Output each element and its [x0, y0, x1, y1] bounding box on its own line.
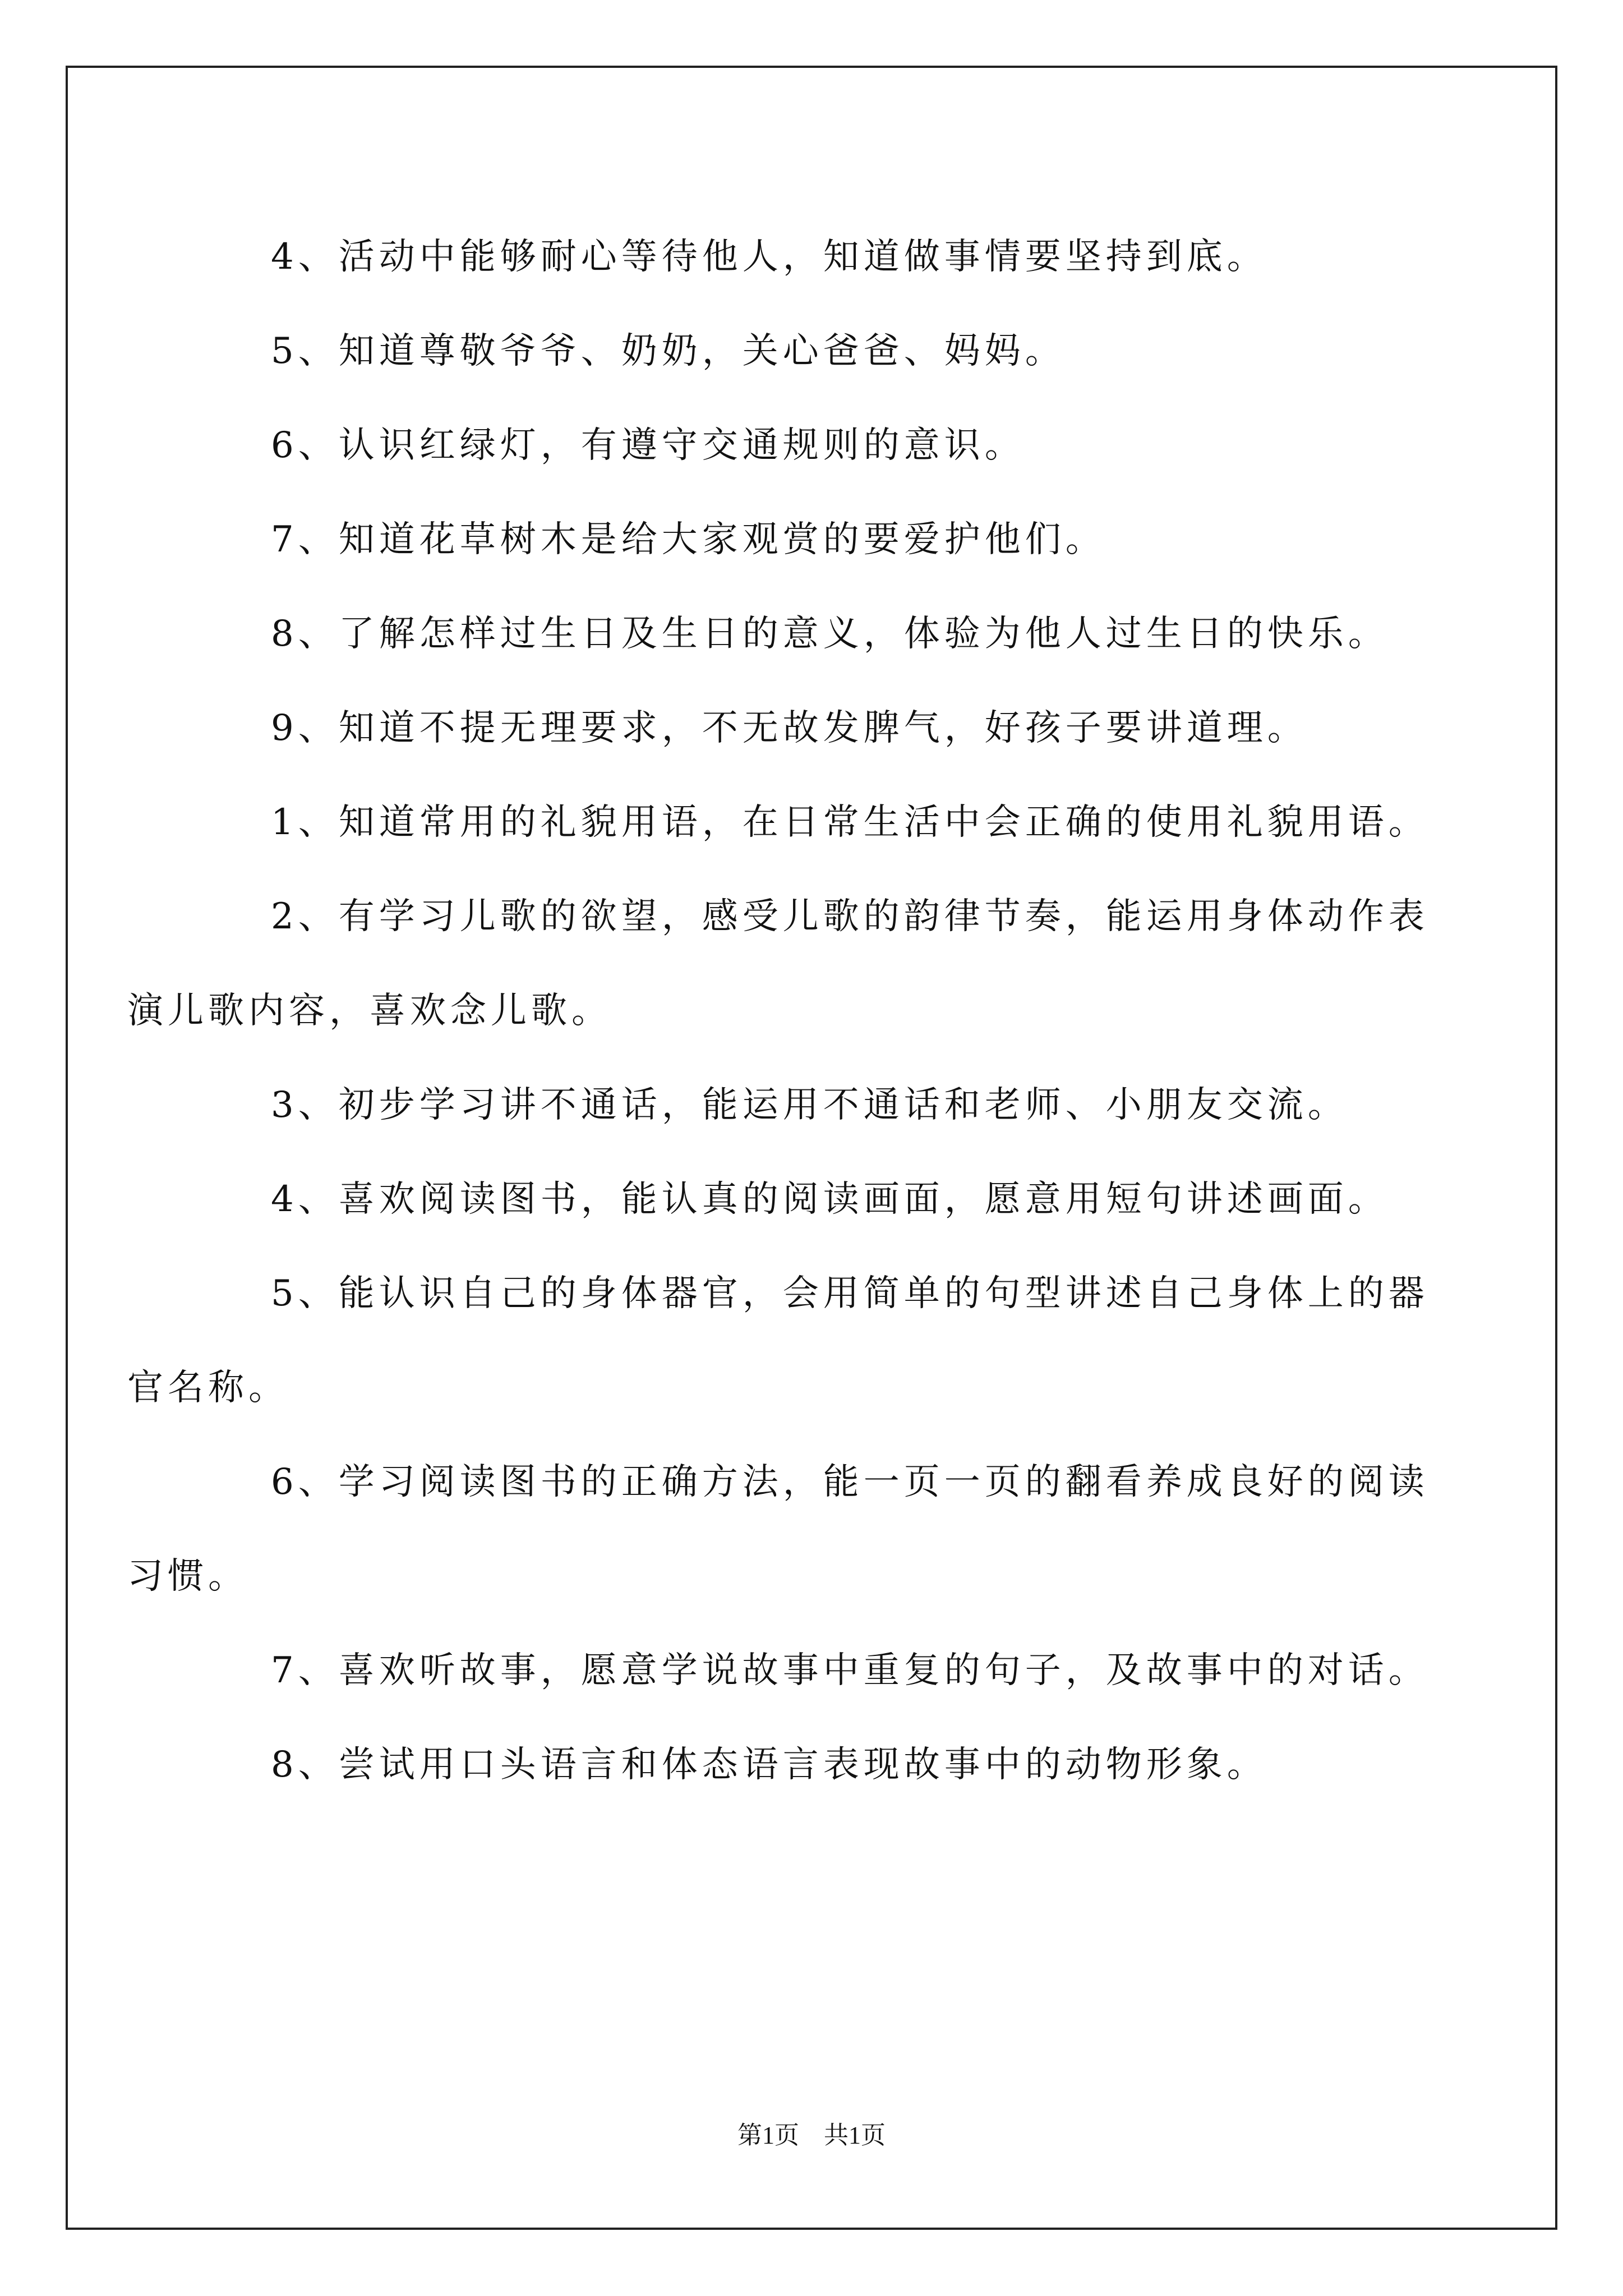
paragraph	[199, 775, 1436, 869]
paragraph	[199, 1152, 1436, 1246]
paragraph	[199, 210, 1436, 304]
paragraph	[199, 587, 1436, 681]
paragraph-line: 4、活动中能够耐心等待他人，知道做事情要坚持到底。	[271, 236, 1267, 278]
paragraph-line: 6、学习阅读图书的正确方法，能一页一页的翻看养成良好的阅读	[271, 1461, 1429, 1503]
paragraph	[199, 304, 1436, 398]
paragraph-line: 3、初步学习讲不通话，能运用不通话和老师、小朋友交流。	[271, 1084, 1348, 1126]
paragraph-line: 7、知道花草树木是给大家观赏的要爱护他们。	[271, 519, 1106, 560]
paragraph	[199, 398, 1436, 493]
paragraph	[199, 493, 1436, 587]
paragraph	[127, 869, 1436, 1058]
paragraph	[199, 1718, 1436, 1812]
paragraph	[127, 1435, 1436, 1623]
paragraph	[199, 1623, 1436, 1718]
paragraph-line: 4、喜欢阅读图书，能认真的阅读画面，愿意用短句讲述画面。	[271, 1179, 1389, 1220]
paragraph-line: 1、知道常用的礼貌用语，在日常生活中会正确的使用礼貌用语。	[271, 802, 1429, 843]
paragraph-line: 7、喜欢听故事，愿意学说故事中重复的句子，及故事中的对话。	[271, 1650, 1429, 1691]
document-body	[127, 210, 1436, 1812]
paragraph-line: 9、知道不提无理要求，不无故发脾气，好孩子要讲道理。	[271, 707, 1308, 749]
paragraph-line: 2、有学习儿歌的欲望，感受儿歌的韵律节奏，能运用身体动作表	[271, 896, 1429, 937]
paragraph-line: 习惯。	[127, 1556, 248, 1597]
paragraph	[127, 1246, 1436, 1435]
paragraph-line: 8、尝试用口头语言和体态语言表现故事中的动物形象。	[271, 1744, 1267, 1786]
paragraph-line: 8、了解怎样过生日及生日的意义，体验为他人过生日的快乐。	[271, 613, 1389, 655]
paragraph	[199, 681, 1436, 775]
paragraph	[199, 1058, 1436, 1152]
page-footer: 第1页 共1页	[737, 2122, 886, 2149]
paragraph-line: 5、知道尊敬爷爷、奶奶，关心爸爸、妈妈。	[271, 330, 1066, 372]
paragraph-line: 演儿歌内容，喜欢念儿歌。	[127, 990, 612, 1032]
paragraph-line: 6、认识红绿灯，有遵守交通规则的意识。	[271, 425, 1025, 466]
paragraph-line: 5、能认识自己的身体器官，会用简单的句型讲述自己身体上的器	[271, 1273, 1429, 1314]
paragraph-line: 官名称。	[127, 1367, 289, 1409]
